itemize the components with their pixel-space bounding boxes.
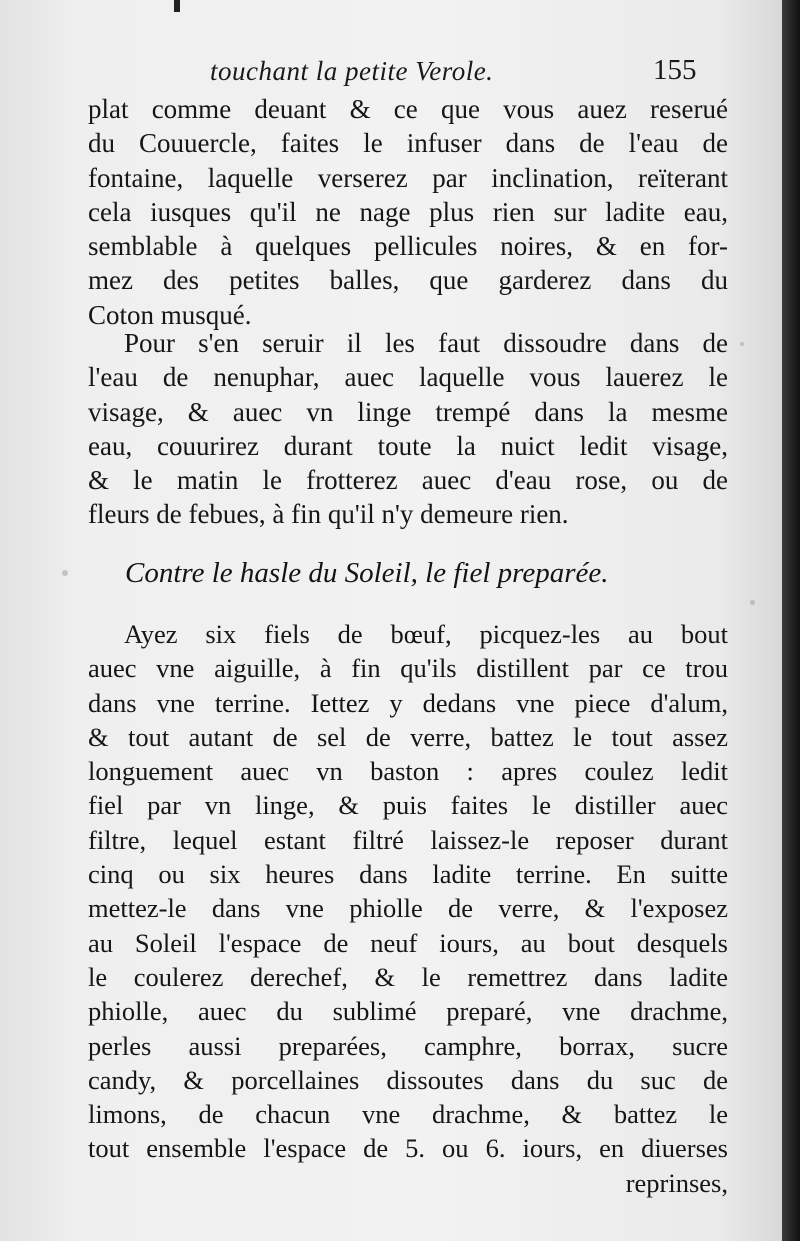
text-line: tout ensemble l'espace de 5. ou 6. iours, en diuerses [88,1133,728,1164]
text-line: phiolle, auec du sublimé preparé, vne drachme, [88,996,728,1027]
paragraph-recipe [88,617,728,1200]
text-line: l'eau de nenuphar, auec laquelle vous lauerez le [88,362,728,393]
text-line: perles aussi preparées, camphre, borrax, sucre [88,1030,728,1061]
paper-speck [62,570,68,576]
text-line: dans vne terrine. Iettez y dedans vne piece d'alum, [88,687,728,718]
text-line: longuement auec vn baston : apres coulez ledit [88,756,728,787]
section-heading: Contre le hasle du Soleil, le fiel preparée. [125,557,609,589]
paper-speck [750,600,755,605]
text-line: Pour s'en seruir il les faut dissoudre dans de [124,328,728,358]
text-line: & tout autant de sel de verre, battez le tout assez [88,721,728,752]
text-line: Ayez six fiels de bœuf, picquez-les au bout [124,619,728,649]
text-line: mettez-le dans vne phiolle de verre, & l'exposez [88,893,728,924]
page-number: 155 [653,54,697,86]
text-line: le coulerez derechef, & le remettrez dans ladite [88,961,728,992]
text-line: cela iusques qu'il ne nage plus rien sur ladite eau, [88,196,728,227]
text-line: fontaine, laquelle verserez par inclination, reïterant [88,162,728,193]
text-line: filtre, lequel estant filtré laissez-le reposer durant [88,824,728,855]
text-line: semblable à quelques pellicules noires, & en for- [88,231,728,262]
text-line: au Soleil l'espace de neuf iours, au bout desquels [88,927,728,958]
paper-speck [740,342,744,346]
paragraph-usage [88,326,728,532]
running-head: touchant la petite Verole. [210,56,494,86]
ink-mark [174,0,180,12]
text-line: Coton musqué. [88,299,252,330]
text-line: mez des petites balles, que garderez dans du [88,265,728,296]
text-line: plat comme deuant & ce que vous auez reserué [88,94,728,124]
text-line: fiel par vn linge, & puis faites le distiller auec [88,790,728,821]
text-line: du Couuercle, faites le infuser dans de l'eau de [88,128,728,159]
paragraph-continued [88,92,728,332]
text-line: fleurs de febues, à fin qu'il n'y demeure rien. [88,499,569,530]
catchword: reprinses, [625,1167,728,1198]
page-gutter [782,0,800,1241]
text-line: limons, de chacun vne drachme, & battez le [88,1099,728,1130]
text-line: & le matin le frotterez auec d'eau rose, ou de [88,465,728,496]
text-line: auec vne aiguille, à fin qu'ils distillent par ce trou [88,653,728,684]
text-line: eau, couurirez durant toute la nuict ledit visage, [88,430,728,461]
text-line: candy, & porcellaines dissoutes dans du suc de [88,1064,728,1095]
text-line: cinq ou six heures dans ladite terrine. En suitte [88,859,728,890]
text-line: visage, & auec vn linge trempé dans la mesme [88,396,728,427]
